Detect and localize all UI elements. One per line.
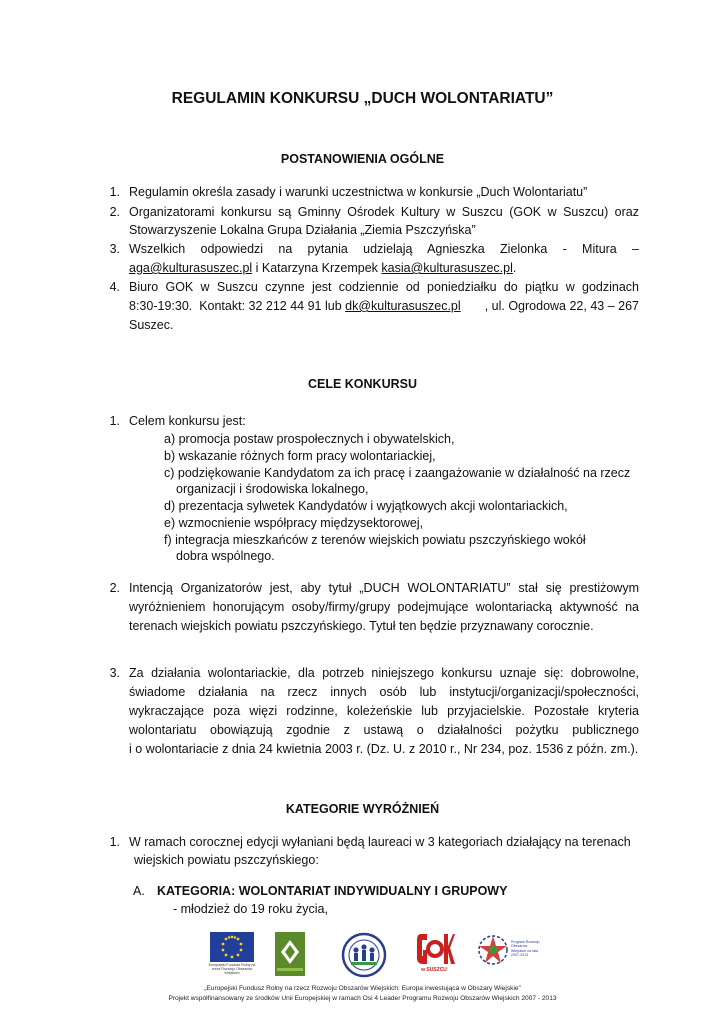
- list-item-text: świadome działania na rzecz innych osób lub instytucji/organizacji/społeczności,: [129, 685, 639, 699]
- goal-item: dobra wspólnego.: [176, 549, 275, 563]
- list-number: 2.: [109, 205, 120, 219]
- prow-logo: [475, 932, 545, 978]
- goal-item: f) integracja mieszkańców z terenów wiejskich powiatu pszczyńskiego wokół: [164, 533, 586, 547]
- email-link[interactable]: kasia@kulturasuszec.pl: [381, 261, 513, 275]
- section-heading-categories: KATEGORIE WYRÓŻNIEŃ: [285, 802, 440, 816]
- list-item-text: W ramach corocznej edycji wyłaniani będą laureaci w 3 kategoriach działający na terenach: [129, 835, 631, 849]
- contact-text: .: [512, 261, 517, 275]
- section-heading-goals: CELE KONKURSU: [307, 377, 418, 391]
- list-number: 3.: [109, 666, 120, 680]
- list-item-text: Za działania wolontariackie, dla potrzeb niniejszego konkursu uznaje się: dobrowolne,: [129, 666, 639, 680]
- contact-line: [129, 297, 639, 315]
- list-item-text: i o wolontariacie z dnia 24 kwietnia 2003 r. (Dz. U. z 2010 r., Nr 234, poz. 1536 z późn. zm.).: [129, 742, 639, 756]
- leader-logo: [273, 932, 307, 978]
- goal-item: a) promocja postaw prospołecznych i obywatelskich,: [164, 432, 455, 446]
- category-letter: A.: [133, 884, 145, 898]
- goal-item: e) wzmocnienie współpracy międzysektorowej,: [164, 516, 424, 530]
- email-link[interactable]: dk@kulturasuszec.pl: [345, 299, 461, 313]
- email-link[interactable]: aga@kulturasuszec.pl: [129, 261, 253, 275]
- lgd-ziemia-pszczynska-logo: [339, 932, 389, 978]
- prow-caption: Program Rozwoju Obszarów Wiejskich na lata 2007-2013: [511, 940, 540, 958]
- list-item-text: Organizatorami konkursu są Gminny Ośrodek Kultury w Suszcu (GOK w Suszcu) oraz: [129, 205, 639, 219]
- eu-fund-caption: Europejski Fundusz Rolny na rzecz Rozwoju Obszarów Wiejskich: [208, 963, 256, 975]
- list-item-text: Celem konkursu jest:: [129, 414, 246, 428]
- contact-text: i Katarzyna Krzempek: [252, 261, 382, 275]
- list-item-text: wyróżnieniem honorującym osoby/firmy/grupy podejmujące wolontariacką aktywność na: [129, 600, 639, 614]
- gok-suszec-logo: [413, 932, 455, 978]
- contact-line: [129, 259, 516, 277]
- footer-line-1: „Europejski Fundusz Rolny na rzecz Rozwoju Obszarów Wiejskich: Europa inwestująca w Obszary Wiejskie”: [204, 985, 521, 992]
- list-item-text: Biuro GOK w Suszcu czynne jest codziennie od poniedziałku do piątku w godzinach: [129, 280, 639, 294]
- list-number: 1.: [109, 185, 120, 199]
- list-number: 1.: [109, 414, 120, 428]
- goal-item: d) prezentacja sylwetek Kandydatów i wyjątkowych akcji wolontariackich,: [164, 499, 568, 513]
- list-item-text: Intencją Organizatorów jest, aby tytuł „DUCH WOLONTARIATU” stał się prestiżowym: [129, 581, 639, 595]
- list-item-text: wykraczające poza więzi rodzinne, koleżeńskie lub przyjacielskie. Pozostałe kryteria: [129, 704, 639, 718]
- list-item-text: Suszec.: [129, 318, 174, 332]
- goal-item: c) podziękowanie Kandydatom za ich pracę i zaangażowanie w działalność na rzecz: [164, 466, 631, 480]
- list-item-text: Regulamin określa zasady i warunki uczestnictwa w konkursie „Duch Wolontariatu”: [129, 185, 588, 199]
- list-number: 1.: [109, 835, 120, 849]
- section-heading-general: POSTANOWIENIA OGÓLNE: [280, 152, 445, 166]
- list-number: 4.: [109, 280, 120, 294]
- category-label: KATEGORIA: WOLONTARIAT INDYWIDUALNY I GRUPOWY: [157, 884, 508, 898]
- list-number: 2.: [109, 581, 120, 595]
- category-sub: - młodzież do 19 roku życia,: [173, 902, 328, 916]
- list-item-text: Wszelkich odpowiedzi na pytania udzielają Agnieszka Zielonka - Mitura –: [129, 242, 639, 256]
- list-item-text: terenach wiejskich powiatu pszczyńskiego. Tytuł ten będzie przyznawany corocznie.: [129, 619, 594, 633]
- gok-caption: w SUSZCU: [421, 967, 447, 973]
- list-number: 3.: [109, 242, 120, 256]
- address-text: , ul. Ogrodowa 22, 43 – 267: [484, 299, 639, 313]
- goal-item: organizacji i środowiska lokalnego,: [176, 482, 369, 496]
- sponsor-logos: [200, 932, 550, 978]
- document-title: REGULAMIN KONKURSU „DUCH WOLONTARIATU”: [171, 90, 554, 107]
- list-item-text: Stowarzyszenie Lokalna Grupa Działania „Ziemia Pszczyńska”: [129, 223, 476, 237]
- footer-line-2: Projekt współfinansowany ze środków Unii Europejskiej w ramach Osi 4 Leader Programu Rozwoju Obszarów Wiejskich 2007 - 2013: [168, 995, 557, 1002]
- goal-item: b) wskazanie różnych form pracy wolontariackiej,: [164, 449, 436, 463]
- contact-text: 8:30-19:30. Kontakt: 32 212 44 91 lub: [129, 299, 346, 313]
- list-item-text: wolontariatu obowiązują zgodnie z ustawą o działalności pożytku publicznego: [129, 723, 639, 737]
- eu-flag-logo: [206, 932, 258, 978]
- list-item-text: wiejskich powiatu pszczyńskiego:: [134, 853, 319, 867]
